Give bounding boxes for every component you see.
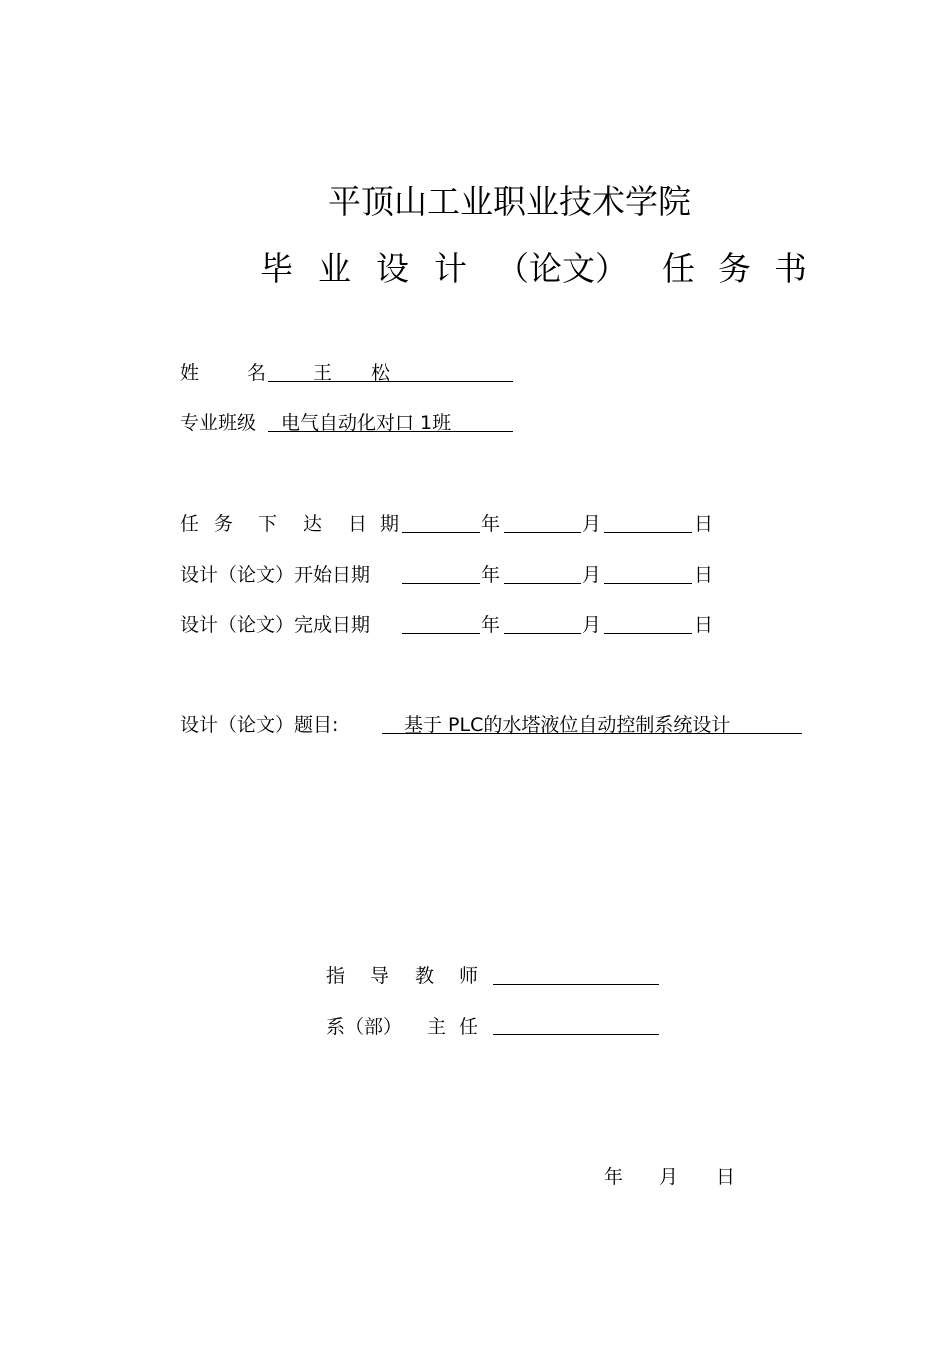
- topic-value: 基于 PLC的水塔液位自动控制系统设计: [404, 714, 731, 736]
- title-char: 毕: [260, 249, 293, 288]
- name-value-1: 王: [313, 362, 333, 384]
- finish-year-label: 年: [481, 614, 501, 636]
- start-year-blank: [402, 583, 480, 584]
- issue-day-label: 日: [694, 513, 714, 535]
- issue-date-char: 达: [303, 513, 323, 535]
- finish-year-blank: [402, 633, 480, 634]
- dept-head-label-2: 主: [427, 1016, 447, 1038]
- start-date-label: 设计（论文）开始日期: [180, 564, 371, 586]
- name-value-2: 松: [371, 362, 391, 384]
- name-underline: [268, 381, 513, 382]
- start-day-label: 日: [694, 564, 714, 586]
- dept-head-label-1: 系（部）: [326, 1016, 403, 1038]
- advisor-char: 教: [415, 965, 435, 987]
- issue-date-char: 任: [180, 513, 200, 535]
- class-label: 专业班级: [180, 412, 257, 434]
- start-year-label: 年: [481, 564, 501, 586]
- title-char: 设: [376, 249, 409, 288]
- issue-date-char: 期: [380, 513, 400, 535]
- dept-head-label-3: 任: [459, 1016, 479, 1038]
- finish-date-label: 设计（论文）完成日期: [180, 614, 371, 636]
- school-name: 平顶山工业职业技术学院: [328, 182, 691, 221]
- issue-year-label: 年: [481, 513, 501, 535]
- advisor-char: 指: [326, 965, 346, 987]
- document-title: [260, 243, 820, 288]
- footer-year: 年: [604, 1166, 624, 1188]
- start-month-label: 月: [582, 564, 602, 586]
- issue-date-char: 下: [258, 513, 278, 535]
- title-char: 书: [774, 249, 807, 288]
- issue-month-label: 月: [582, 513, 602, 535]
- finish-day-label: 日: [694, 614, 714, 636]
- issue-year-blank: [402, 532, 480, 533]
- title-char: 计: [434, 249, 467, 288]
- advisor-char: 导: [370, 965, 390, 987]
- finish-month-blank: [504, 633, 581, 634]
- title-char: 业: [318, 249, 351, 288]
- name-label-1: 姓: [180, 362, 200, 384]
- footer-month: 月: [659, 1166, 679, 1188]
- advisor-signature-line: [493, 984, 659, 985]
- issue-date-char: 日: [348, 513, 368, 535]
- footer-day: 日: [716, 1166, 736, 1188]
- topic-label: 设计（论文）题目:: [180, 714, 339, 736]
- class-value: 电气自动化对口 1班: [281, 412, 452, 434]
- title-char: （论文）: [496, 249, 628, 288]
- finish-day-blank: [604, 633, 692, 634]
- dept-head-signature-line: [493, 1034, 659, 1035]
- finish-month-label: 月: [582, 614, 602, 636]
- start-day-blank: [604, 583, 692, 584]
- issue-date-char: 务: [214, 513, 234, 535]
- name-label-2: 名: [247, 362, 267, 384]
- title-char: 务: [718, 249, 751, 288]
- issue-month-blank: [504, 532, 581, 533]
- advisor-char: 师: [459, 965, 479, 987]
- start-month-blank: [504, 583, 581, 584]
- title-char: 任: [662, 249, 695, 288]
- issue-day-blank: [604, 532, 692, 533]
